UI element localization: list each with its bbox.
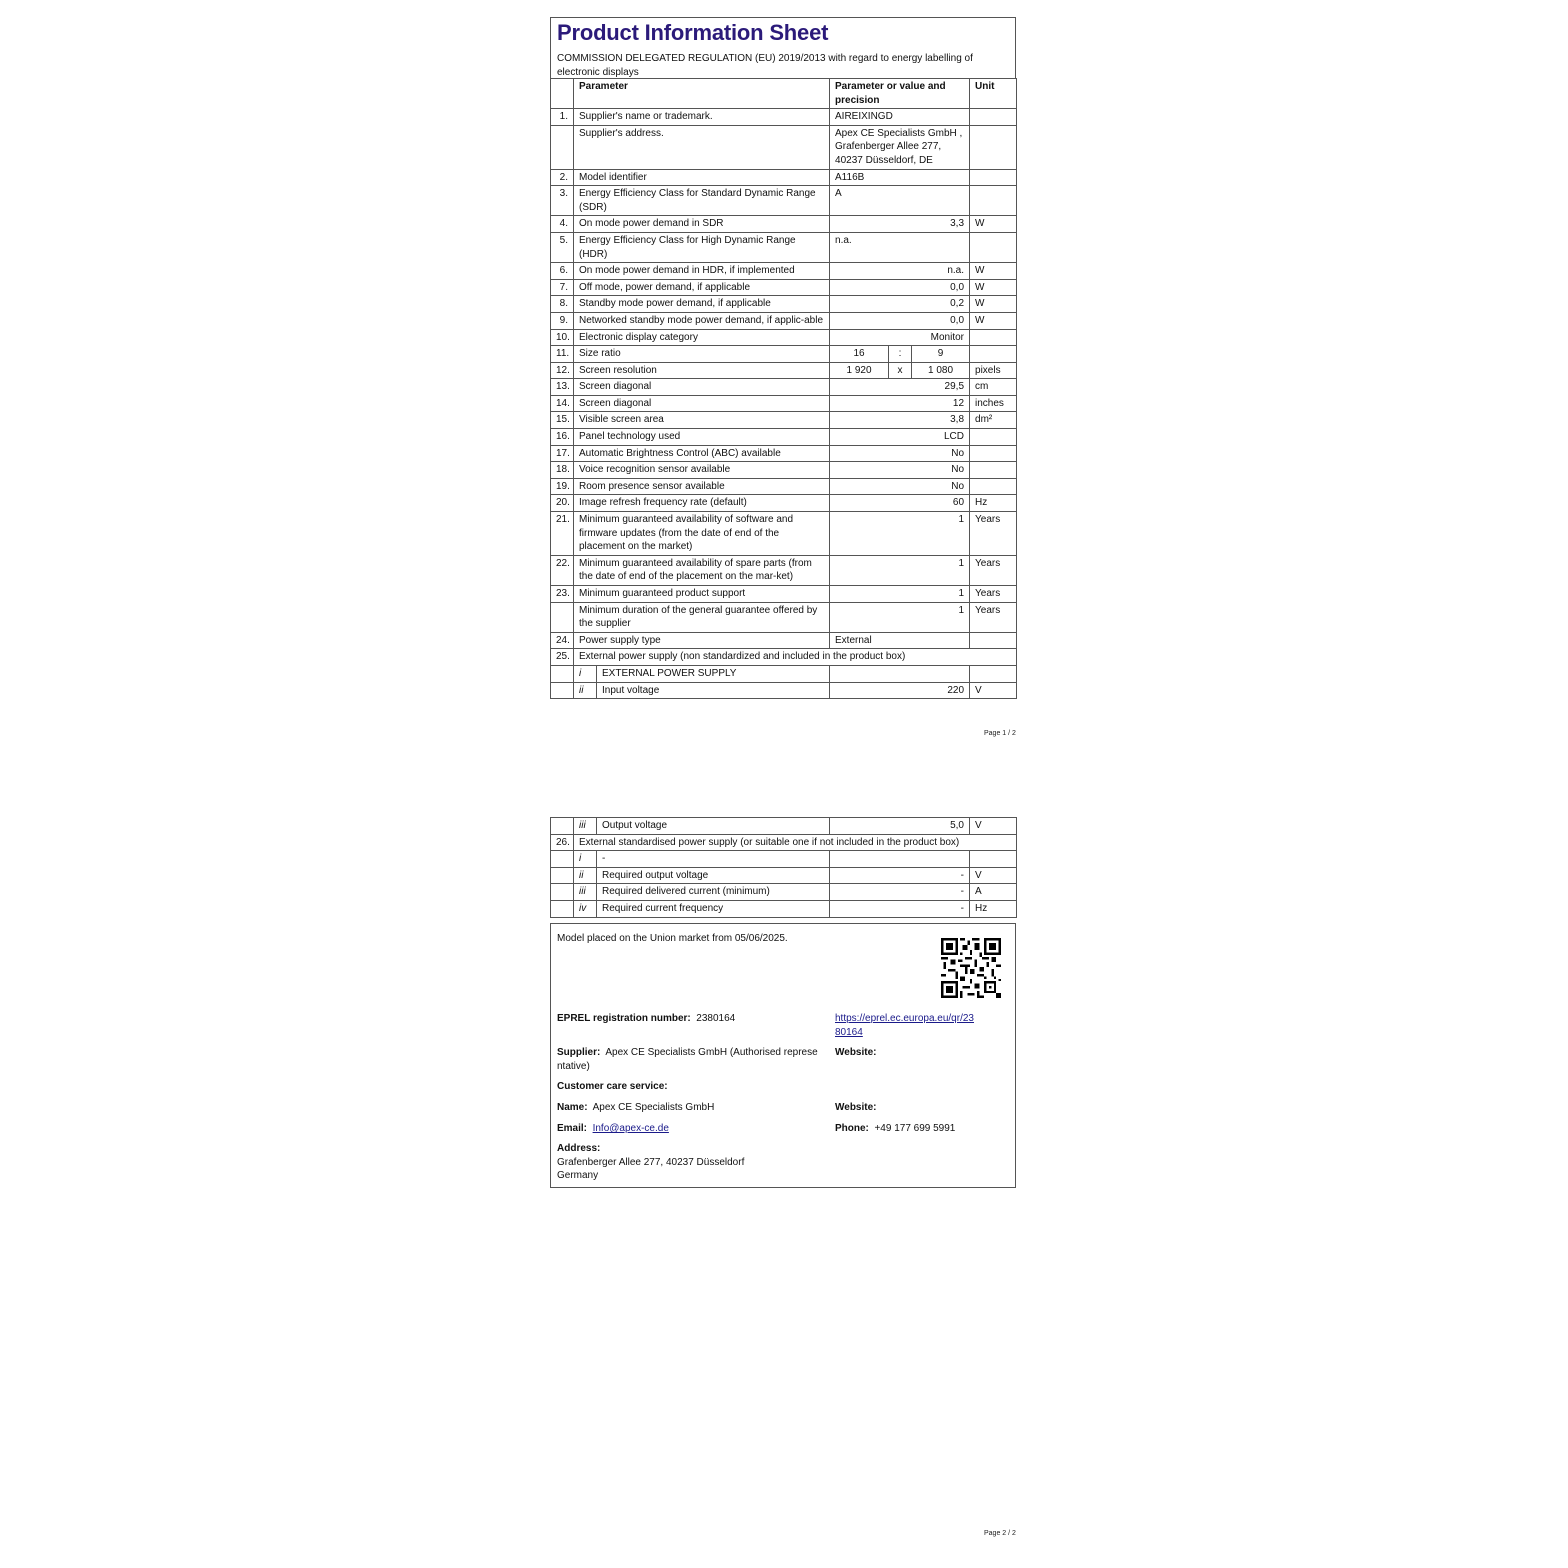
row-value: 1: [830, 512, 970, 556]
row-number: 14.: [551, 395, 574, 412]
row-number: 20.: [551, 495, 574, 512]
row-value: LCD: [830, 429, 970, 446]
row-value: 5,0: [830, 818, 970, 835]
customer-care-label: Customer care service:: [557, 1081, 668, 1092]
table-row: [551, 263, 1017, 280]
row-number: 13.: [551, 379, 574, 396]
row-value: 60: [830, 495, 970, 512]
row-unit: [970, 851, 1017, 868]
row-number: 6.: [551, 263, 574, 280]
row-parameter: Input voltage: [597, 682, 830, 699]
row-number: 3.: [551, 186, 574, 216]
eprel-link-line-2[interactable]: 80164: [835, 1026, 863, 1038]
table-row: [551, 834, 1017, 851]
address-line-1: Grafenberger Allee 277, 40237 Düsseldorf: [557, 1156, 745, 1168]
table-row: [551, 602, 1017, 632]
row-value: 1: [830, 555, 970, 585]
resolution-height: 1 080: [912, 362, 970, 379]
table-row: [551, 586, 1017, 603]
row-subindex: iii: [574, 884, 597, 901]
eprel-link-line-1[interactable]: https://eprel.ec.europa.eu/qr/23: [835, 1013, 974, 1024]
parameters-table-continued: [550, 817, 1017, 918]
row-value: 12: [830, 395, 970, 412]
row-subindex: iv: [574, 900, 597, 917]
table-row: [551, 649, 1017, 666]
row-unit: W: [970, 263, 1017, 280]
table-row: [551, 279, 1017, 296]
row-unit: Years: [970, 586, 1017, 603]
eprel-label: EPREL registration number:: [557, 1013, 691, 1024]
row-unit: W: [970, 296, 1017, 313]
row-value: 1: [830, 602, 970, 632]
row-unit: V: [970, 682, 1017, 699]
care-email-line: [557, 1122, 669, 1136]
row-parameter: -: [597, 851, 830, 868]
table-row: [551, 445, 1017, 462]
table-row: [551, 216, 1017, 233]
table-row: [551, 555, 1017, 585]
table-row: [551, 412, 1017, 429]
eprel-link[interactable]: [835, 1012, 974, 1039]
row-subindex: ii: [574, 682, 597, 699]
row-unit: cm: [970, 379, 1017, 396]
table-row: [551, 478, 1017, 495]
row-value: No: [830, 445, 970, 462]
row-parameter: Standby mode power demand, if applicable: [574, 296, 830, 313]
row-parameter: Minimum guaranteed availability of software and firmware updates (from the date of end of the placement on the market): [574, 512, 830, 556]
row-unit: [970, 665, 1017, 682]
table-header-row: [551, 79, 1017, 109]
row-value: 29,5: [830, 379, 970, 396]
row-parameter: On mode power demand in HDR, if implemented: [574, 263, 830, 280]
table-row: [551, 495, 1017, 512]
row-unit: V: [970, 818, 1017, 835]
table-row: [551, 512, 1017, 556]
row-parameter: Model identifier: [574, 169, 830, 186]
size-ratio-separator: :: [889, 346, 912, 363]
row-number: [551, 682, 574, 699]
table-row: [551, 900, 1017, 917]
row-value: 220: [830, 682, 970, 699]
row-unit: [970, 329, 1017, 346]
row-parameter: Image refresh frequency rate (default): [574, 495, 830, 512]
table-row: [551, 329, 1017, 346]
row-parameter: Minimum guaranteed availability of spare parts (from the date of end of the placement on the mar-ket): [574, 555, 830, 585]
row-unit: A: [970, 884, 1017, 901]
table-row: [551, 346, 1017, 363]
eprel-registration: [557, 1012, 735, 1026]
row-unit: W: [970, 216, 1017, 233]
row-number: 1.: [551, 109, 574, 126]
supplier-value-line-1: Apex CE Specialists GmbH (Authorised represe: [605, 1047, 818, 1058]
row-section-heading: External power supply (non standardized and included in the product box): [574, 649, 1017, 666]
table-row: [551, 884, 1017, 901]
table-row: [551, 682, 1017, 699]
row-value: n.a.: [830, 263, 970, 280]
table-row: [551, 429, 1017, 446]
row-unit: [970, 125, 1017, 169]
row-number: 16.: [551, 429, 574, 446]
supplier-value-line-2: ntative): [557, 1060, 590, 1072]
row-parameter: Supplier's name or trademark.: [574, 109, 830, 126]
row-number: 24.: [551, 632, 574, 649]
row-number: 22.: [551, 555, 574, 585]
row-value: 0,2: [830, 296, 970, 313]
row-unit: Hz: [970, 900, 1017, 917]
phone-label: Phone:: [835, 1123, 869, 1134]
column-header-unit: Unit: [970, 79, 1017, 109]
email-link[interactable]: Info@apex-ce.de: [592, 1123, 669, 1134]
row-value: Apex CE Specialists GmbH , Grafenberger Allee 277, 40237 Düsseldorf, DE: [830, 125, 970, 169]
row-parameter: Automatic Brightness Control (ABC) available: [574, 445, 830, 462]
table-row: [551, 232, 1017, 262]
row-unit: [970, 169, 1017, 186]
row-number: 12.: [551, 362, 574, 379]
row-parameter: Room presence sensor available: [574, 478, 830, 495]
row-number: 18.: [551, 462, 574, 479]
row-number: [551, 900, 574, 917]
row-number: 7.: [551, 279, 574, 296]
market-placement-text: Model placed on the Union market from 05/06/2025.: [557, 933, 788, 944]
row-unit: Years: [970, 512, 1017, 556]
supplier-info-box: [550, 923, 1016, 1188]
row-value: -: [830, 900, 970, 917]
row-subindex: ii: [574, 867, 597, 884]
address-line-2: Germany: [557, 1170, 599, 1182]
phone-value: +49 177 699 5991: [874, 1123, 956, 1134]
row-number: [551, 867, 574, 884]
row-value: No: [830, 478, 970, 495]
table-row: [551, 109, 1017, 126]
name-label: Name:: [557, 1102, 588, 1113]
supplier-line: [557, 1046, 829, 1073]
row-value: 3,3: [830, 216, 970, 233]
row-parameter: Screen diagonal: [574, 379, 830, 396]
size-ratio-height: 9: [912, 346, 970, 363]
row-number: 23.: [551, 586, 574, 603]
row-number: 15.: [551, 412, 574, 429]
row-parameter: Required output voltage: [597, 867, 830, 884]
row-value: 1: [830, 586, 970, 603]
row-subindex: i: [574, 665, 597, 682]
row-value: No: [830, 462, 970, 479]
row-parameter: Screen resolution: [574, 362, 830, 379]
row-parameter: Off mode, power demand, if applicable: [574, 279, 830, 296]
row-parameter: Panel technology used: [574, 429, 830, 446]
supplier-website: [835, 1046, 877, 1060]
column-header-value: Parameter or value and precision: [830, 79, 970, 109]
table-row: [551, 395, 1017, 412]
row-parameter: Screen diagonal: [574, 395, 830, 412]
address-label: Address:: [557, 1143, 601, 1154]
website-label-2: Website:: [835, 1102, 877, 1113]
website-label: Website:: [835, 1047, 877, 1058]
row-parameter: Output voltage: [597, 818, 830, 835]
row-parameter: Voice recognition sensor available: [574, 462, 830, 479]
table-row: [551, 296, 1017, 313]
row-unit: V: [970, 867, 1017, 884]
row-unit: [970, 632, 1017, 649]
eprel-number: 2380164: [696, 1013, 736, 1024]
row-value: -: [830, 867, 970, 884]
row-unit: pixels: [970, 362, 1017, 379]
care-phone-line: [835, 1122, 955, 1136]
parameters-table: [550, 78, 1017, 699]
row-parameter: Supplier's address.: [574, 125, 830, 169]
row-parameter: Minimum duration of the general guarantee offered by the supplier: [574, 602, 830, 632]
row-parameter: Electronic display category: [574, 329, 830, 346]
row-value: A: [830, 186, 970, 216]
row-number: [551, 125, 574, 169]
table-row: [551, 462, 1017, 479]
row-value: [830, 851, 970, 868]
row-number: 11.: [551, 346, 574, 363]
row-parameter: Energy Efficiency Class for Standard Dynamic Range (SDR): [574, 186, 830, 216]
row-value: 3,8: [830, 412, 970, 429]
table-row: [551, 312, 1017, 329]
table-row: [551, 851, 1017, 868]
row-parameter: Required delivered current (minimum): [597, 884, 830, 901]
row-value: n.a.: [830, 232, 970, 262]
row-unit: [970, 109, 1017, 126]
row-number: 25.: [551, 649, 574, 666]
row-number: [551, 851, 574, 868]
row-unit: W: [970, 279, 1017, 296]
table-row: [551, 632, 1017, 649]
row-value: -: [830, 884, 970, 901]
row-number: 19.: [551, 478, 574, 495]
row-number: 21.: [551, 512, 574, 556]
table-row: [551, 818, 1017, 835]
row-unit: [970, 462, 1017, 479]
product-information-sheet-page-2: [550, 817, 1016, 918]
row-value: 0,0: [830, 312, 970, 329]
row-unit: Years: [970, 602, 1017, 632]
table-row: [551, 867, 1017, 884]
row-unit: Years: [970, 555, 1017, 585]
table-row: [551, 665, 1017, 682]
row-value: AIREIXINGD: [830, 109, 970, 126]
row-subindex: iii: [574, 818, 597, 835]
row-parameter: Power supply type: [574, 632, 830, 649]
row-number: 8.: [551, 296, 574, 313]
row-parameter: Minimum guaranteed product support: [574, 586, 830, 603]
row-unit: W: [970, 312, 1017, 329]
row-parameter: Required current frequency: [597, 900, 830, 917]
row-number: [551, 665, 574, 682]
row-number: [551, 884, 574, 901]
row-number: 17.: [551, 445, 574, 462]
row-parameter: Size ratio: [574, 346, 830, 363]
row-value: 0,0: [830, 279, 970, 296]
page-title: Product Information Sheet: [557, 20, 829, 45]
row-unit: Hz: [970, 495, 1017, 512]
qr-code-icon[interactable]: [941, 938, 1001, 998]
row-parameter: On mode power demand in SDR: [574, 216, 830, 233]
row-unit: [970, 429, 1017, 446]
email-label: Email:: [557, 1123, 588, 1134]
row-unit: [970, 232, 1017, 262]
care-website: [835, 1101, 877, 1115]
row-number: 4.: [551, 216, 574, 233]
care-name-line: [557, 1101, 714, 1115]
row-parameter: Networked standby mode power demand, if applic-able: [574, 312, 830, 329]
row-number: 26.: [551, 834, 574, 851]
row-number: 5.: [551, 232, 574, 262]
customer-care-heading: [557, 1080, 668, 1094]
row-value: External: [830, 632, 970, 649]
column-header-parameter: Parameter: [574, 79, 830, 109]
row-unit: dm²: [970, 412, 1017, 429]
row-parameter: Visible screen area: [574, 412, 830, 429]
table-row: [551, 169, 1017, 186]
title-box: [550, 17, 1016, 78]
regulation-subtitle: COMMISSION DELEGATED REGULATION (EU) 2019/2013 with regard to energy labelling of electronic displays: [557, 53, 973, 78]
table-row: [551, 379, 1017, 396]
row-section-heading: External standardised power supply (or suitable one if not included in the product box): [574, 834, 1017, 851]
row-value: A116B: [830, 169, 970, 186]
resolution-width: 1 920: [830, 362, 889, 379]
row-unit: [970, 478, 1017, 495]
row-subindex: i: [574, 851, 597, 868]
row-value: Monitor: [830, 329, 970, 346]
supplier-label: Supplier:: [557, 1047, 601, 1058]
row-number: 2.: [551, 169, 574, 186]
resolution-separator: x: [889, 362, 912, 379]
row-parameter: Energy Efficiency Class for High Dynamic Range (HDR): [574, 232, 830, 262]
page-number-2: Page 2 / 2: [984, 1530, 1016, 1537]
table-row: [551, 362, 1017, 379]
row-number: [551, 602, 574, 632]
page-number-1: Page 1 / 2: [984, 730, 1016, 737]
header-num-cell: [551, 79, 574, 109]
size-ratio-width: 16: [830, 346, 889, 363]
row-number: 10.: [551, 329, 574, 346]
care-address: [557, 1142, 744, 1183]
product-information-sheet-page-1: [550, 17, 1016, 699]
row-unit: [970, 346, 1017, 363]
row-unit: [970, 445, 1017, 462]
row-unit: [970, 186, 1017, 216]
name-value: Apex CE Specialists GmbH: [592, 1102, 715, 1113]
table-row: [551, 125, 1017, 169]
row-parameter: EXTERNAL POWER SUPPLY: [597, 665, 830, 682]
row-number: 9.: [551, 312, 574, 329]
row-value: [830, 665, 970, 682]
row-unit: inches: [970, 395, 1017, 412]
table-row: [551, 186, 1017, 216]
row-number: [551, 818, 574, 835]
